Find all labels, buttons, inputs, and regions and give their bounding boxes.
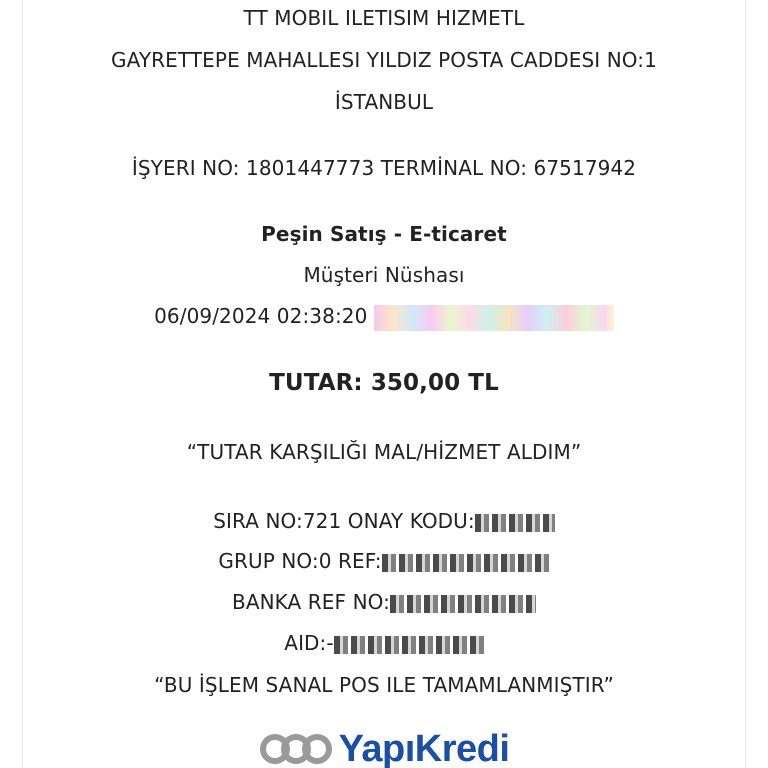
grup-ref-row [23,549,745,573]
acceptance-notice: “TUTAR KARŞILIĞI MAL/HİZMET ALDIM” [186,440,582,464]
redacted-bank-ref [390,595,536,613]
aid-row [23,631,745,655]
merchant-name: TT MOBIL ILETISIM HIZMETL [243,6,525,30]
grup-ref-label: GRUP NO:0 REF: [218,549,382,573]
merchant-address: GAYRETTEPE MAHALLESI YILDIZ POSTA CADDESI NO:1 [111,48,657,72]
transaction-datetime: 06/09/2024 02:38:20 [154,304,368,328]
sira-onay-row [23,509,745,533]
banka-ref-label: BANKA REF NO: [232,590,390,614]
redacted-ref [382,554,550,572]
yapikredi-logo-text: YapıKredi [338,727,510,768]
transaction-type: Peşin Satış - E-ticaret [261,222,507,246]
aid-label: AID:- [284,631,334,655]
redacted-approval-code [475,514,555,532]
transaction-datetime-row [23,304,745,331]
yapikredi-logo [23,725,745,768]
sanal-pos-notice: “BU İŞLEM SANAL POS ILE TAMAMLANMIŞTIR” [154,673,614,697]
merchant-city: İSTANBUL [334,90,434,114]
yapikredi-logo-icon [259,729,333,768]
redacted-aid [334,636,484,654]
amount-total: TUTAR: 350,00 TL [269,370,499,396]
sira-onay-label: SIRA NO:721 ONAY KODU: [213,509,475,533]
banka-ref-row [23,590,745,614]
merchant-terminal-ids: İŞYERI NO: 1801447773 TERMİNAL NO: 67517942 [131,156,637,180]
receipt-copy-label: Müşteri Nüshası [303,263,465,287]
receipt [22,0,746,768]
redacted-card-number [374,305,614,331]
